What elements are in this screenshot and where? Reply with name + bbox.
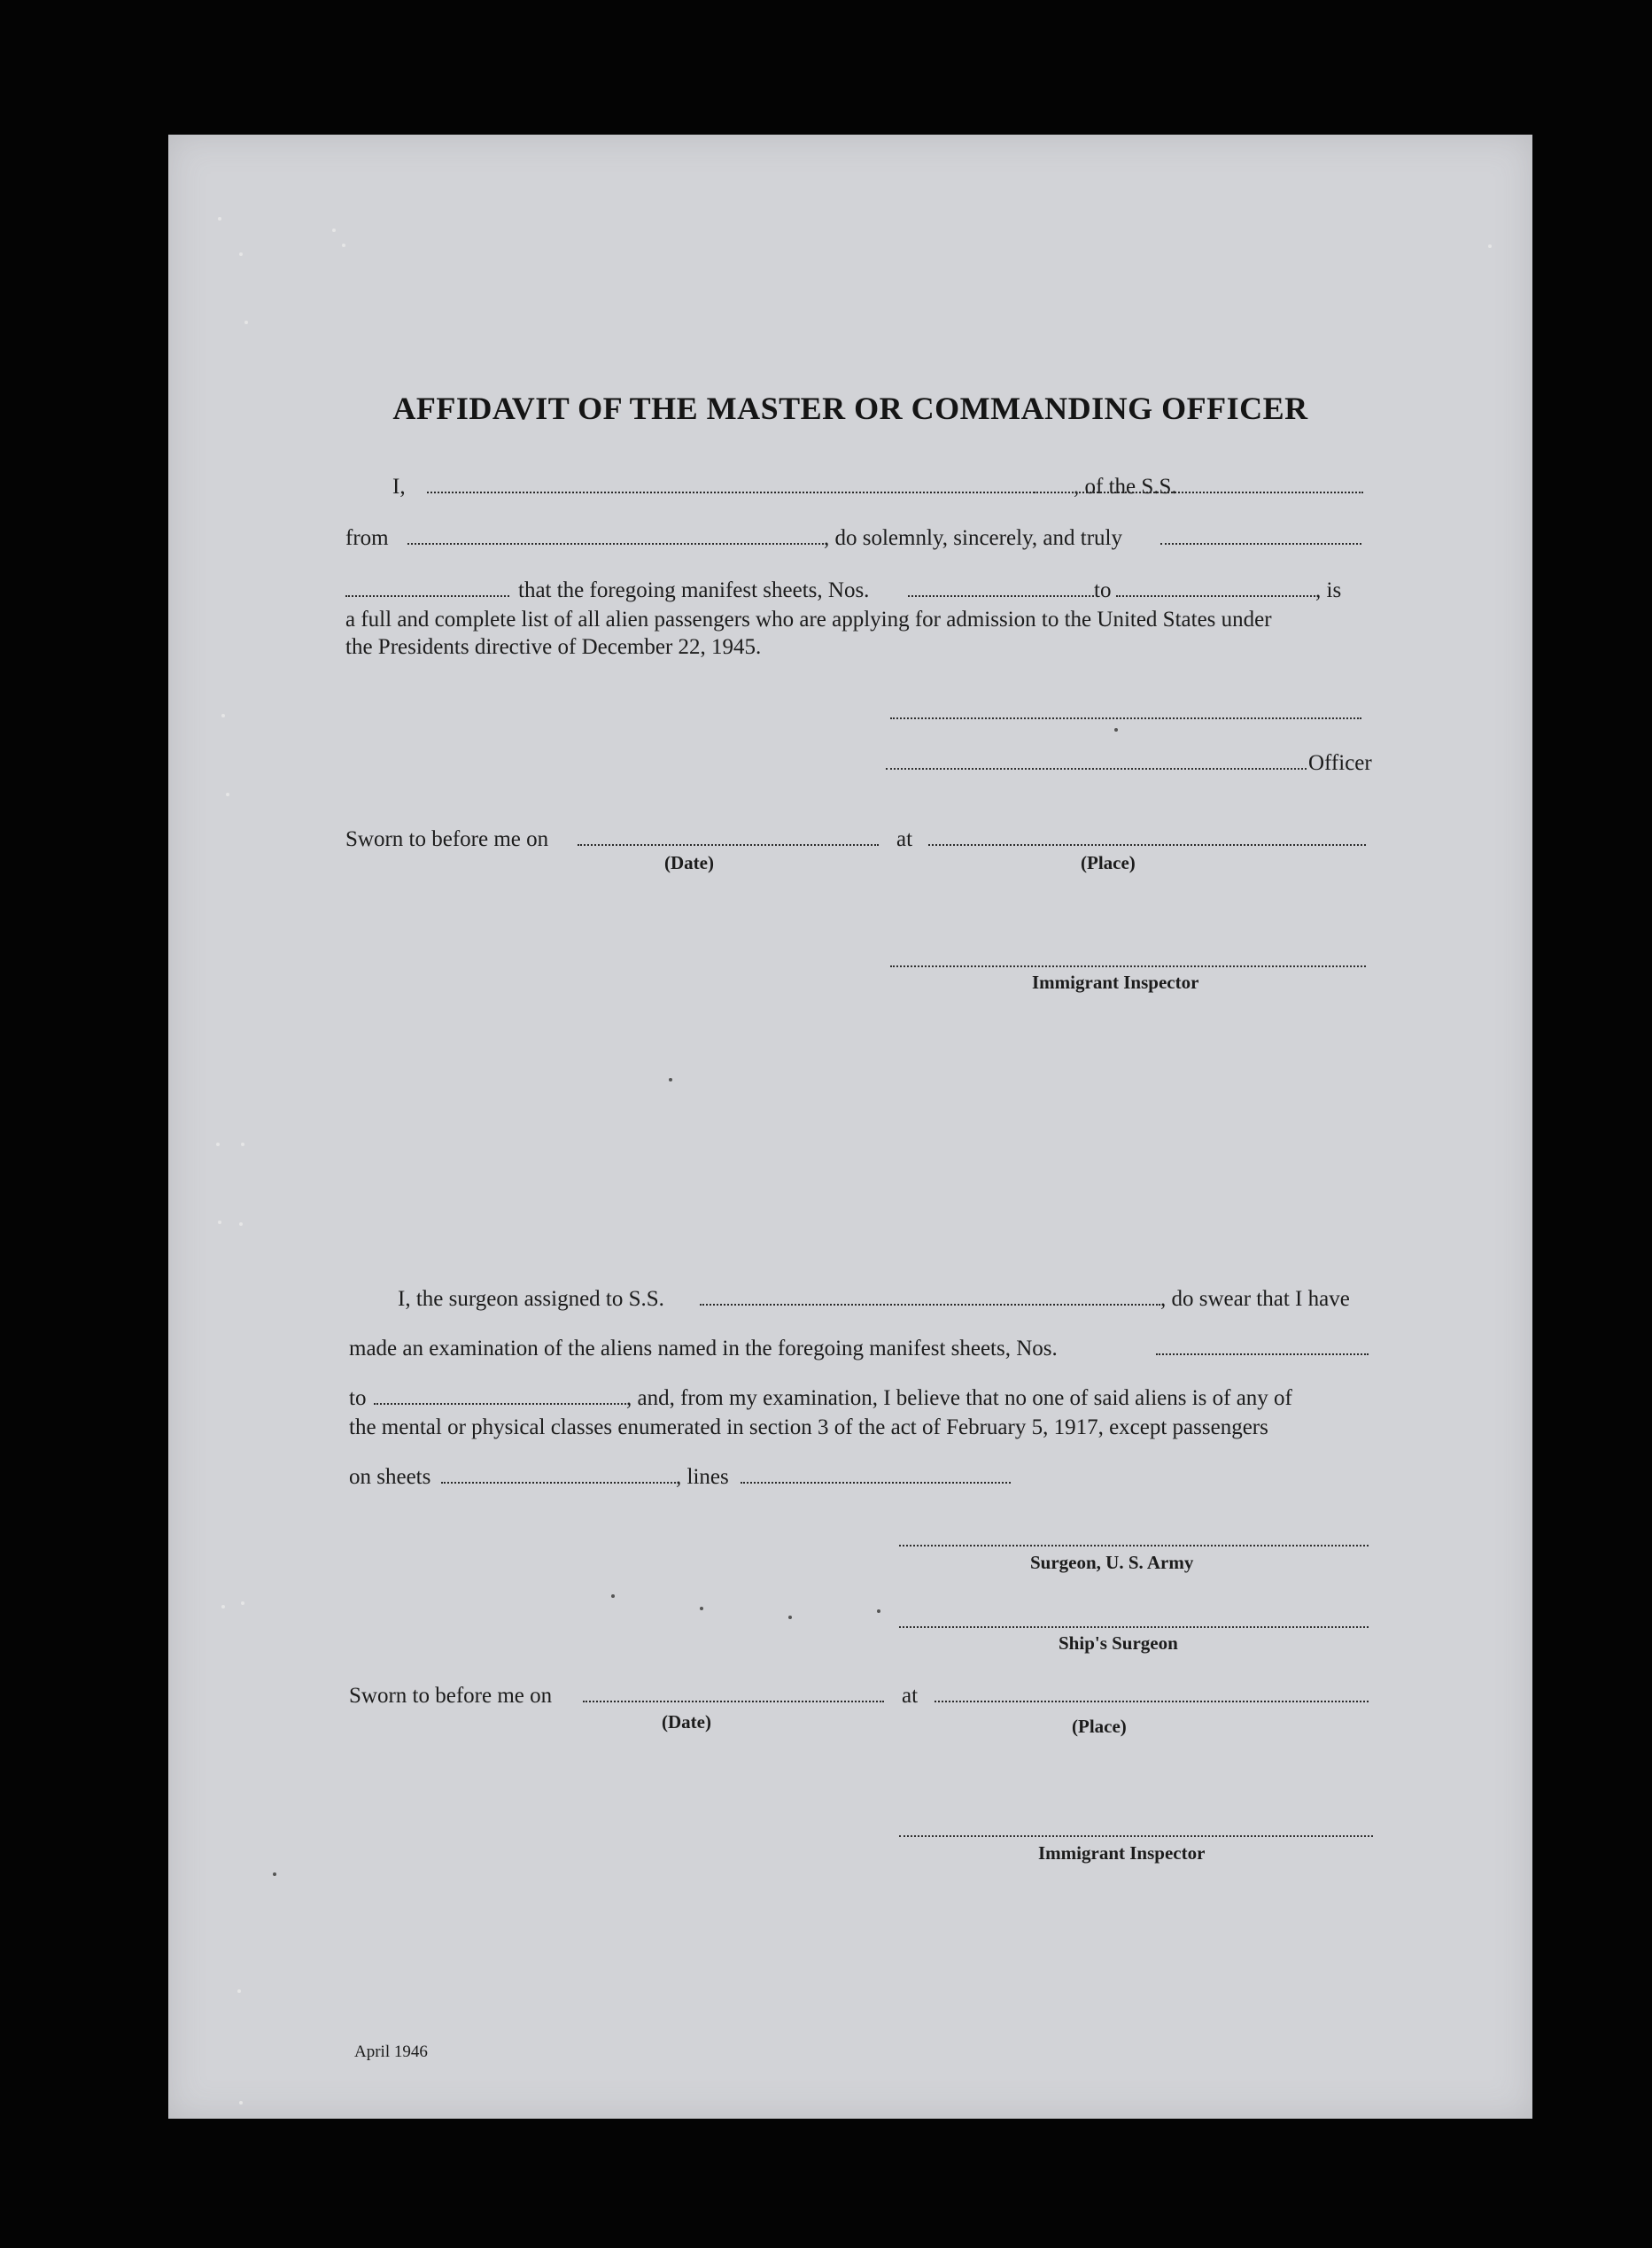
master-sheets-from-field[interactable] [908,595,1094,597]
master-from-label: from [345,526,389,550]
surgeon-on-sheets-label: on sheets [349,1465,431,1489]
form-sheet [168,135,1532,2119]
surgeon-place-caption: (Place) [1072,1716,1127,1737]
surgeon-lines-label: , lines [676,1465,729,1489]
scan-speck [218,217,221,221]
surgeon-ship-field[interactable] [700,1304,1160,1306]
master-swear-field[interactable] [345,595,509,597]
master-sworn-date-field[interactable] [578,844,879,846]
surgeon-sheets-to-field[interactable] [374,1403,626,1405]
master-is-label: , is [1315,578,1342,602]
scan-speck [239,252,243,256]
scan-speck [241,1143,244,1146]
master-foregoing-label: that the foregoing manifest sheets, Nos. [518,578,870,602]
master-sworn-place-field[interactable] [928,844,1366,846]
master-at-label: at [896,827,913,851]
scan-speck [788,1616,792,1619]
scan-speck [216,1143,220,1146]
scan-speck [244,321,248,324]
master-to-label: to [1094,578,1112,602]
officer-signature-line[interactable] [886,768,1307,770]
scan-speck [342,244,345,247]
master-i-label: I, [392,475,406,499]
master-name-field[interactable] [427,492,1074,493]
scan-speck [237,1989,241,1993]
surgeon-line3-rest: , and, from my examination, I believe that no one of said aliens is of any of [626,1386,1292,1410]
master-port-field[interactable] [407,543,824,545]
scan-speck [221,1605,225,1608]
scan-speck [241,1601,244,1605]
scan-speck [226,793,229,796]
surgeon-sworn-date-field[interactable] [583,1701,884,1702]
surgeon-date-caption: (Date) [662,1711,711,1733]
surgeon-line2: made an examination of the aliens named in the foregoing manifest sheets, Nos. [349,1337,1058,1360]
scan-speck [877,1609,880,1613]
master-sworn-label: Sworn to before me on [345,827,549,851]
surgeon-inspector-caption: Immigrant Inspector [1038,1842,1206,1864]
master-oath-field[interactable] [1160,543,1361,545]
scan-speck [239,1222,243,1226]
scan-speck [332,229,336,232]
surgeon-at-label: at [902,1684,919,1708]
master-sheets-to-field[interactable] [1116,595,1315,597]
master-place-caption: (Place) [1081,852,1136,873]
master-signature-line[interactable] [890,717,1361,719]
master-of-ss-label: , of the S.S. [1074,475,1177,499]
scan-speck [700,1607,703,1610]
scan-speck [1114,728,1118,732]
surgeon-line1-label: I, the surgeon assigned to S.S. [398,1287,664,1311]
ship-surgeon-signature-line[interactable] [899,1626,1369,1628]
surgeon-sworn-place-field[interactable] [935,1701,1369,1702]
scan-speck [239,2101,243,2105]
surgeon-sworn-label: Sworn to before me on [349,1684,553,1708]
surgeon-sheets-from-field[interactable] [1156,1353,1369,1355]
surgeon-line4: the mental or physical classes enumerated in section 3 of the act of February 5, 1917, except passengers [349,1415,1268,1439]
scan-speck [1488,244,1492,248]
master-statement-line5: the Presidents directive of December 22, 1945. [345,635,762,659]
master-inspector-caption: Immigrant Inspector [1032,972,1199,993]
master-ship-field[interactable] [1034,492,1363,493]
officer-label: Officer [1308,751,1372,775]
surgeon-to-label: to [349,1386,367,1410]
scan-speck [611,1594,615,1598]
ship-surgeon-caption: Ship's Surgeon [1059,1632,1178,1654]
surgeon-exception-lines-field[interactable] [741,1482,1011,1484]
scan-speck [273,1872,276,1876]
surgeon-inspector-signature-line[interactable] [899,1835,1373,1837]
surgeon-swear-label: , do swear that I have [1160,1287,1350,1311]
master-date-caption: (Date) [664,852,714,873]
scan-speck [221,714,225,717]
master-statement-line4: a full and complete list of all alien passengers who are applying for admission to the United States under [345,608,1272,632]
master-solemnly-label: , do solemnly, sincerely, and truly [824,526,1122,550]
surgeon-exception-sheets-field[interactable] [441,1482,676,1484]
army-surgeon-signature-line[interactable] [899,1545,1369,1546]
scan-speck [669,1078,672,1081]
form-title: AFFIDAVIT OF THE MASTER OR COMMANDING OFFICER [392,391,1308,426]
army-surgeon-caption: Surgeon, U. S. Army [1030,1552,1194,1573]
scan-speck [218,1221,221,1224]
form-revision-date: April 1946 [354,2043,428,2061]
master-inspector-signature-line[interactable] [890,965,1366,967]
